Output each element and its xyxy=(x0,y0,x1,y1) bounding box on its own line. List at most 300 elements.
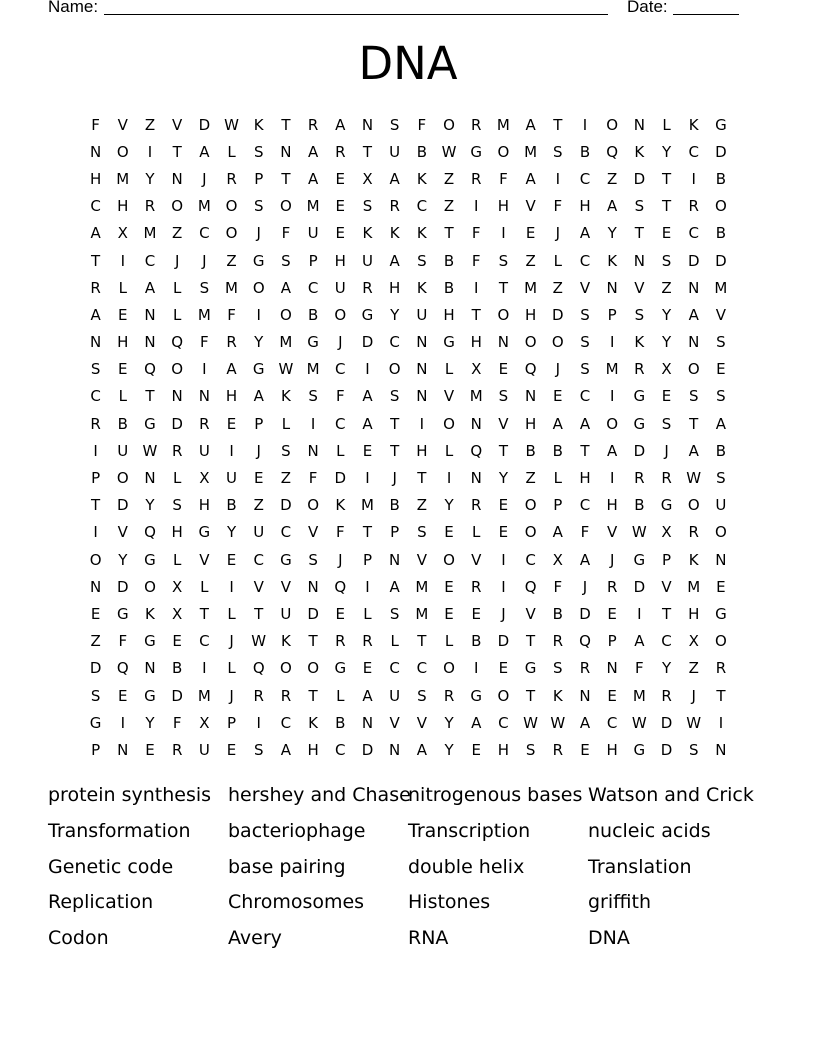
grid-letter: S xyxy=(688,387,699,406)
grid-letter: F xyxy=(471,224,481,243)
grid-letter: M xyxy=(605,360,619,379)
grid-letter: Y xyxy=(254,333,264,352)
word-bank-item: griffith xyxy=(588,891,652,914)
grid-letter: T xyxy=(580,441,590,460)
grid-letter: N xyxy=(307,577,319,596)
grid-letter: R xyxy=(715,659,727,678)
grid-letter: H xyxy=(443,305,455,324)
name-blank-line xyxy=(104,14,608,15)
grid-letter: L xyxy=(227,142,236,161)
grid-letter: R xyxy=(362,278,373,297)
grid-letter: E xyxy=(362,441,373,460)
grid-letter: R xyxy=(389,197,400,216)
grid-letter: H xyxy=(497,197,510,216)
grid-letter: O xyxy=(687,360,700,379)
page-title: DNA xyxy=(358,37,458,90)
grid-letter: I xyxy=(474,659,479,678)
grid-letter: N xyxy=(715,550,727,569)
word-bank-item: Watson and Crick xyxy=(588,784,754,806)
grid-row xyxy=(82,274,742,301)
grid-letter: G xyxy=(660,496,673,515)
grid-letter: V xyxy=(525,604,536,623)
grid-letter: N xyxy=(416,387,428,406)
grid-letter: A xyxy=(525,169,536,188)
grid-letter: S xyxy=(634,197,645,216)
grid-letter: Z xyxy=(688,659,699,678)
grid-letter: R xyxy=(199,414,210,433)
grid-letter: S xyxy=(308,387,318,406)
grid-letter: L xyxy=(444,441,454,460)
grid-letter: V xyxy=(117,115,128,134)
grid-letter: A xyxy=(416,740,427,759)
grid-letter: R xyxy=(471,577,482,596)
grid-letter: O xyxy=(280,197,292,216)
grid-letter: Z xyxy=(280,469,292,488)
grid-letter: O xyxy=(307,659,319,678)
grid-row xyxy=(82,111,742,138)
grid-letter: V xyxy=(253,577,264,596)
grid-letter: G xyxy=(198,523,211,542)
grid-letter: M xyxy=(197,686,211,705)
grid-letter: Q xyxy=(144,523,156,542)
grid-letter: L xyxy=(444,360,454,379)
grid-row xyxy=(82,519,742,546)
grid-letter: D xyxy=(117,577,129,596)
grid-letter: E xyxy=(498,360,509,379)
grid-letter: B xyxy=(307,305,319,324)
grid-letter: P xyxy=(91,740,101,759)
grid-letter: Z xyxy=(525,469,536,488)
grid-letter: I xyxy=(120,251,125,270)
grid-letter: A xyxy=(90,305,101,324)
grid-letter: S xyxy=(716,387,726,406)
grid-letter: C xyxy=(335,740,346,759)
grid-letter: E xyxy=(335,224,346,243)
grid-letter: C xyxy=(90,197,101,216)
grid-letter: H xyxy=(389,278,401,297)
grid-letter: L xyxy=(172,278,182,297)
grid-letter: K xyxy=(634,142,645,161)
grid-letter: N xyxy=(633,251,645,270)
grid-letter: V xyxy=(280,577,292,596)
grid-letter: M xyxy=(524,142,538,161)
grid-letter: P xyxy=(254,414,264,433)
grid-letter: K xyxy=(308,713,319,732)
grid-letter: G xyxy=(89,713,102,732)
word-bank-item: Translation xyxy=(588,855,692,878)
grid-letter: H xyxy=(307,740,319,759)
grid-letter: T xyxy=(91,496,101,515)
grid-letter: H xyxy=(606,496,618,515)
grid-letter: L xyxy=(336,686,345,705)
grid-letter: B xyxy=(416,142,427,161)
grid-letter: A xyxy=(688,305,699,324)
grid-letter: V xyxy=(579,278,591,297)
grid-letter: U xyxy=(198,441,210,460)
grid-letter: B xyxy=(634,496,645,515)
grid-letter: G xyxy=(470,142,483,161)
grid-letter: L xyxy=(553,251,562,270)
grid-letter: T xyxy=(145,387,155,406)
grid-letter: L xyxy=(444,632,454,651)
grid-letter: R xyxy=(90,414,101,433)
grid-letter: I xyxy=(555,169,560,188)
grid-letter: O xyxy=(116,469,129,488)
grid-letter: O xyxy=(171,197,184,216)
word-bank-item: nitrogenous bases xyxy=(408,784,583,806)
grid-letter: I xyxy=(256,713,261,732)
grid-letter: P xyxy=(553,496,563,515)
grid-letter: V xyxy=(498,414,509,433)
grid-letter: F xyxy=(281,224,291,243)
grid-letter: W xyxy=(441,142,457,161)
grid-row xyxy=(82,600,742,627)
grid-letter: S xyxy=(172,496,182,515)
grid-letter: G xyxy=(633,740,646,759)
grid-letter: S xyxy=(389,387,400,406)
grid-letter: O xyxy=(443,659,455,678)
grid-row xyxy=(82,383,742,410)
grid-letter: E xyxy=(498,523,509,542)
grid-letter: A xyxy=(389,577,400,596)
grid-letter: S xyxy=(281,251,291,270)
grid-letter: G xyxy=(334,659,347,678)
grid-letter: U xyxy=(307,224,319,243)
grid-letter: D xyxy=(633,169,646,188)
grid-letter: M xyxy=(632,686,646,705)
grid-letter: B xyxy=(552,441,563,460)
grid-letter: L xyxy=(662,115,671,134)
grid-letter: F xyxy=(172,713,182,732)
grid-letter: T xyxy=(91,251,101,270)
grid-row xyxy=(82,492,742,519)
grid-letter: A xyxy=(362,686,373,705)
grid-letter: T xyxy=(526,686,536,705)
grid-letter: O xyxy=(497,305,510,324)
grid-letter: G xyxy=(633,414,646,433)
grid-letter: R xyxy=(688,197,699,216)
grid-letter: S xyxy=(253,740,264,759)
grid-letter: X xyxy=(117,224,128,243)
grid-letter: B xyxy=(525,441,536,460)
grid-letter: R xyxy=(335,142,346,161)
grid-letter: R xyxy=(688,523,699,542)
grid-letter: I xyxy=(147,142,153,161)
grid-letter: D xyxy=(171,414,183,433)
grid-letter: Y xyxy=(145,713,155,732)
word-bank-item: Chromosomes xyxy=(228,891,365,914)
grid-letter: D xyxy=(307,604,319,623)
word-bank-item: Transformation xyxy=(48,819,191,842)
grid-letter: M xyxy=(306,360,320,379)
grid-letter: H xyxy=(688,604,700,623)
grid-letter: V xyxy=(443,387,455,406)
grid-letter: A xyxy=(144,278,156,297)
grid-letter: I xyxy=(609,469,615,488)
grid-letter: N xyxy=(416,360,428,379)
grid-letter: A xyxy=(307,142,319,161)
grid-letter: A xyxy=(307,169,319,188)
grid-letter: Z xyxy=(525,251,536,270)
grid-letter: O xyxy=(524,523,537,542)
grid-letter: B xyxy=(389,496,400,515)
grid-letter: S xyxy=(580,305,590,324)
grid-letter: C xyxy=(280,713,292,732)
grid-letter: W xyxy=(550,713,566,732)
grid-letter: S xyxy=(634,305,645,324)
grid-letter: F xyxy=(200,333,209,352)
grid-letter: V xyxy=(172,115,183,134)
word-bank-item: Histones xyxy=(408,891,491,914)
grid-letter: S xyxy=(253,197,264,216)
grid-letter: C xyxy=(579,169,591,188)
grid-letter: I xyxy=(501,224,506,243)
grid-letter: O xyxy=(252,278,265,297)
grid-letter: S xyxy=(716,333,726,352)
grid-letter: R xyxy=(280,686,292,705)
grid-letter: N xyxy=(361,713,374,732)
grid-letter: R xyxy=(362,632,373,651)
grid-letter: T xyxy=(417,469,427,488)
grid-letter: J xyxy=(582,577,588,596)
grid-letter: S xyxy=(661,414,672,433)
grid-letter: W xyxy=(686,469,702,488)
grid-letter: B xyxy=(172,659,183,678)
grid-letter: G xyxy=(144,686,156,705)
grid-letter: I xyxy=(501,550,506,569)
grid-letter: R xyxy=(661,686,672,705)
grid-letter: M xyxy=(143,224,157,243)
grid-letter: N xyxy=(688,333,700,352)
grid-letter: Q xyxy=(606,142,619,161)
grid-letter: K xyxy=(634,333,645,352)
grid-row xyxy=(82,546,742,573)
grid-letter: D xyxy=(198,115,211,134)
grid-letter: G xyxy=(443,333,455,352)
grid-letter: L xyxy=(227,604,236,623)
grid-letter: P xyxy=(390,523,400,542)
grid-letter: A xyxy=(199,142,210,161)
grid-letter: Y xyxy=(498,469,508,488)
grid-letter: R xyxy=(471,169,482,188)
grid-letter: C xyxy=(253,550,264,569)
grid-letter: O xyxy=(334,305,347,324)
grid-letter: T xyxy=(661,604,672,623)
grid-letter: O xyxy=(280,305,292,324)
name-label: Name: xyxy=(48,0,99,16)
grid-letter: T xyxy=(281,115,291,134)
grid-letter: N xyxy=(579,686,591,705)
grid-letter: S xyxy=(253,142,264,161)
grid-letter: A xyxy=(253,387,264,406)
grid-letter: A xyxy=(552,414,563,433)
grid-letter: X xyxy=(688,632,699,651)
grid-letter: I xyxy=(229,577,234,596)
grid-letter: F xyxy=(417,115,427,134)
grid-letter: U xyxy=(253,523,265,542)
grid-letter: C xyxy=(335,360,346,379)
grid-row xyxy=(82,437,742,464)
grid-letter: F xyxy=(580,523,590,542)
grid-letter: R xyxy=(253,686,264,705)
grid-letter: T xyxy=(444,224,454,243)
grid-letter: B xyxy=(715,169,727,188)
grid-letter: K xyxy=(607,251,618,270)
grid-letter: R xyxy=(471,496,482,515)
grid-letter: N xyxy=(89,577,102,596)
grid-letter: E xyxy=(444,523,454,542)
grid-letter: C xyxy=(389,659,400,678)
grid-letter: S xyxy=(90,686,101,705)
grid-letter: R xyxy=(171,740,183,759)
grid-letter: C xyxy=(661,632,672,651)
word-bank-item: Avery xyxy=(228,927,282,950)
grid-letter: B xyxy=(443,278,455,297)
grid-letter: R xyxy=(144,197,156,216)
grid-letter: C xyxy=(688,224,699,243)
grid-letter: N xyxy=(144,305,156,324)
grid-letter: T xyxy=(172,142,182,161)
grid-letter: D xyxy=(552,305,564,324)
grid-letter: Q xyxy=(334,577,347,596)
grid-letter: J xyxy=(555,224,560,243)
grid-letter: O xyxy=(497,142,510,161)
grid-letter: O xyxy=(171,360,184,379)
grid-letter: Q xyxy=(579,632,591,651)
grid-letter: Y xyxy=(145,496,155,515)
grid-letter: J xyxy=(664,441,669,460)
grid-letter: H xyxy=(198,496,210,515)
grid-letter: Z xyxy=(253,496,264,515)
grid-letter: J xyxy=(202,169,207,188)
grid-letter: S xyxy=(362,197,373,216)
grid-letter: E xyxy=(661,224,672,243)
grid-letter: F xyxy=(335,387,345,406)
grid-letter: B xyxy=(443,251,455,270)
grid-letter: K xyxy=(280,387,291,406)
grid-letter: Y xyxy=(661,659,672,678)
grid-letter: F xyxy=(471,251,481,270)
grid-letter: A xyxy=(389,169,400,188)
grid-letter: O xyxy=(606,115,619,134)
grid-letter: V xyxy=(307,523,319,542)
grid-letter: M xyxy=(415,577,429,596)
grid-letter: Q xyxy=(116,659,129,678)
grid-letter: T xyxy=(498,441,508,460)
grid-letter: K xyxy=(335,496,346,515)
grid-letter: L xyxy=(363,604,372,623)
grid-letter: N xyxy=(280,142,292,161)
grid-letter: G xyxy=(470,686,483,705)
grid-letter: L xyxy=(553,469,562,488)
grid-letter: N xyxy=(389,550,401,569)
grid-letter: H xyxy=(470,333,482,352)
grid-letter: R xyxy=(226,169,237,188)
grid-letter: T xyxy=(362,142,373,161)
grid-letter: I xyxy=(446,469,452,488)
grid-letter: E xyxy=(471,604,481,623)
grid-letter: E xyxy=(716,577,726,596)
grid-letter: X xyxy=(552,550,563,569)
grid-letter: T xyxy=(254,604,264,623)
grid-letter: W xyxy=(278,360,294,379)
grid-letter: Y xyxy=(661,333,672,352)
grid-letter: L xyxy=(281,414,291,433)
grid-letter: K xyxy=(280,632,291,651)
grid-letter: U xyxy=(715,496,727,515)
grid-letter: S xyxy=(553,659,563,678)
grid-letter: C xyxy=(606,713,618,732)
grid-letter: T xyxy=(362,523,373,542)
grid-letter: Y xyxy=(607,224,617,243)
grid-letter: R xyxy=(171,441,183,460)
grid-letter: L xyxy=(172,469,182,488)
grid-letter: G xyxy=(252,251,265,270)
grid-letter: O xyxy=(524,496,537,515)
grid-letter: D xyxy=(660,713,673,732)
letter-grid xyxy=(82,111,742,764)
word-bank-item: bacteriophage xyxy=(228,819,366,842)
grid-letter: U xyxy=(334,278,346,297)
grid-letter: H xyxy=(334,251,346,270)
grid-row xyxy=(82,655,742,682)
grid-letter: R xyxy=(661,469,672,488)
grid-letter: B xyxy=(226,496,237,515)
grid-letter: N xyxy=(688,278,700,297)
grid-letter: Q xyxy=(524,360,537,379)
grid-letter: N xyxy=(144,469,156,488)
grid-letter: J xyxy=(338,550,343,569)
grid-letter: M xyxy=(687,577,701,596)
grid-row xyxy=(82,464,742,491)
grid-letter: E xyxy=(553,387,563,406)
grid-letter: C xyxy=(416,197,428,216)
grid-letter: X xyxy=(199,469,210,488)
grid-letter: T xyxy=(498,278,508,297)
grid-letter: A xyxy=(90,224,101,243)
grid-letter: E xyxy=(498,659,509,678)
grid-letter: E xyxy=(335,197,346,216)
grid-letter: Y xyxy=(226,523,237,542)
grid-letter: R xyxy=(226,333,237,352)
grid-letter: V xyxy=(525,197,536,216)
grid-letter: I xyxy=(582,115,588,134)
grid-letter: G xyxy=(715,115,727,134)
grid-letter: F xyxy=(553,577,563,596)
grid-letter: V xyxy=(607,523,618,542)
grid-letter: Z xyxy=(90,632,101,651)
grid-letter: D xyxy=(171,686,183,705)
grid-letter: S xyxy=(308,550,318,569)
grid-letter: X xyxy=(362,169,373,188)
grid-letter: Q xyxy=(144,360,156,379)
grid-letter: N xyxy=(497,333,510,352)
grid-letter: A xyxy=(715,414,727,433)
grid-letter: W xyxy=(631,523,647,542)
grid-letter: T xyxy=(634,224,644,243)
grid-letter: A xyxy=(280,278,292,297)
grid-letter: W xyxy=(142,441,158,460)
grid-letter: E xyxy=(362,659,373,678)
grid-letter: V xyxy=(471,550,482,569)
grid-letter: E xyxy=(253,469,264,488)
grid-letter: N xyxy=(89,333,102,352)
grid-letter: Z xyxy=(443,169,455,188)
grid-row xyxy=(82,573,742,600)
grid-letter: C xyxy=(688,142,699,161)
grid-letter: A xyxy=(607,441,618,460)
grid-letter: J xyxy=(256,441,261,460)
